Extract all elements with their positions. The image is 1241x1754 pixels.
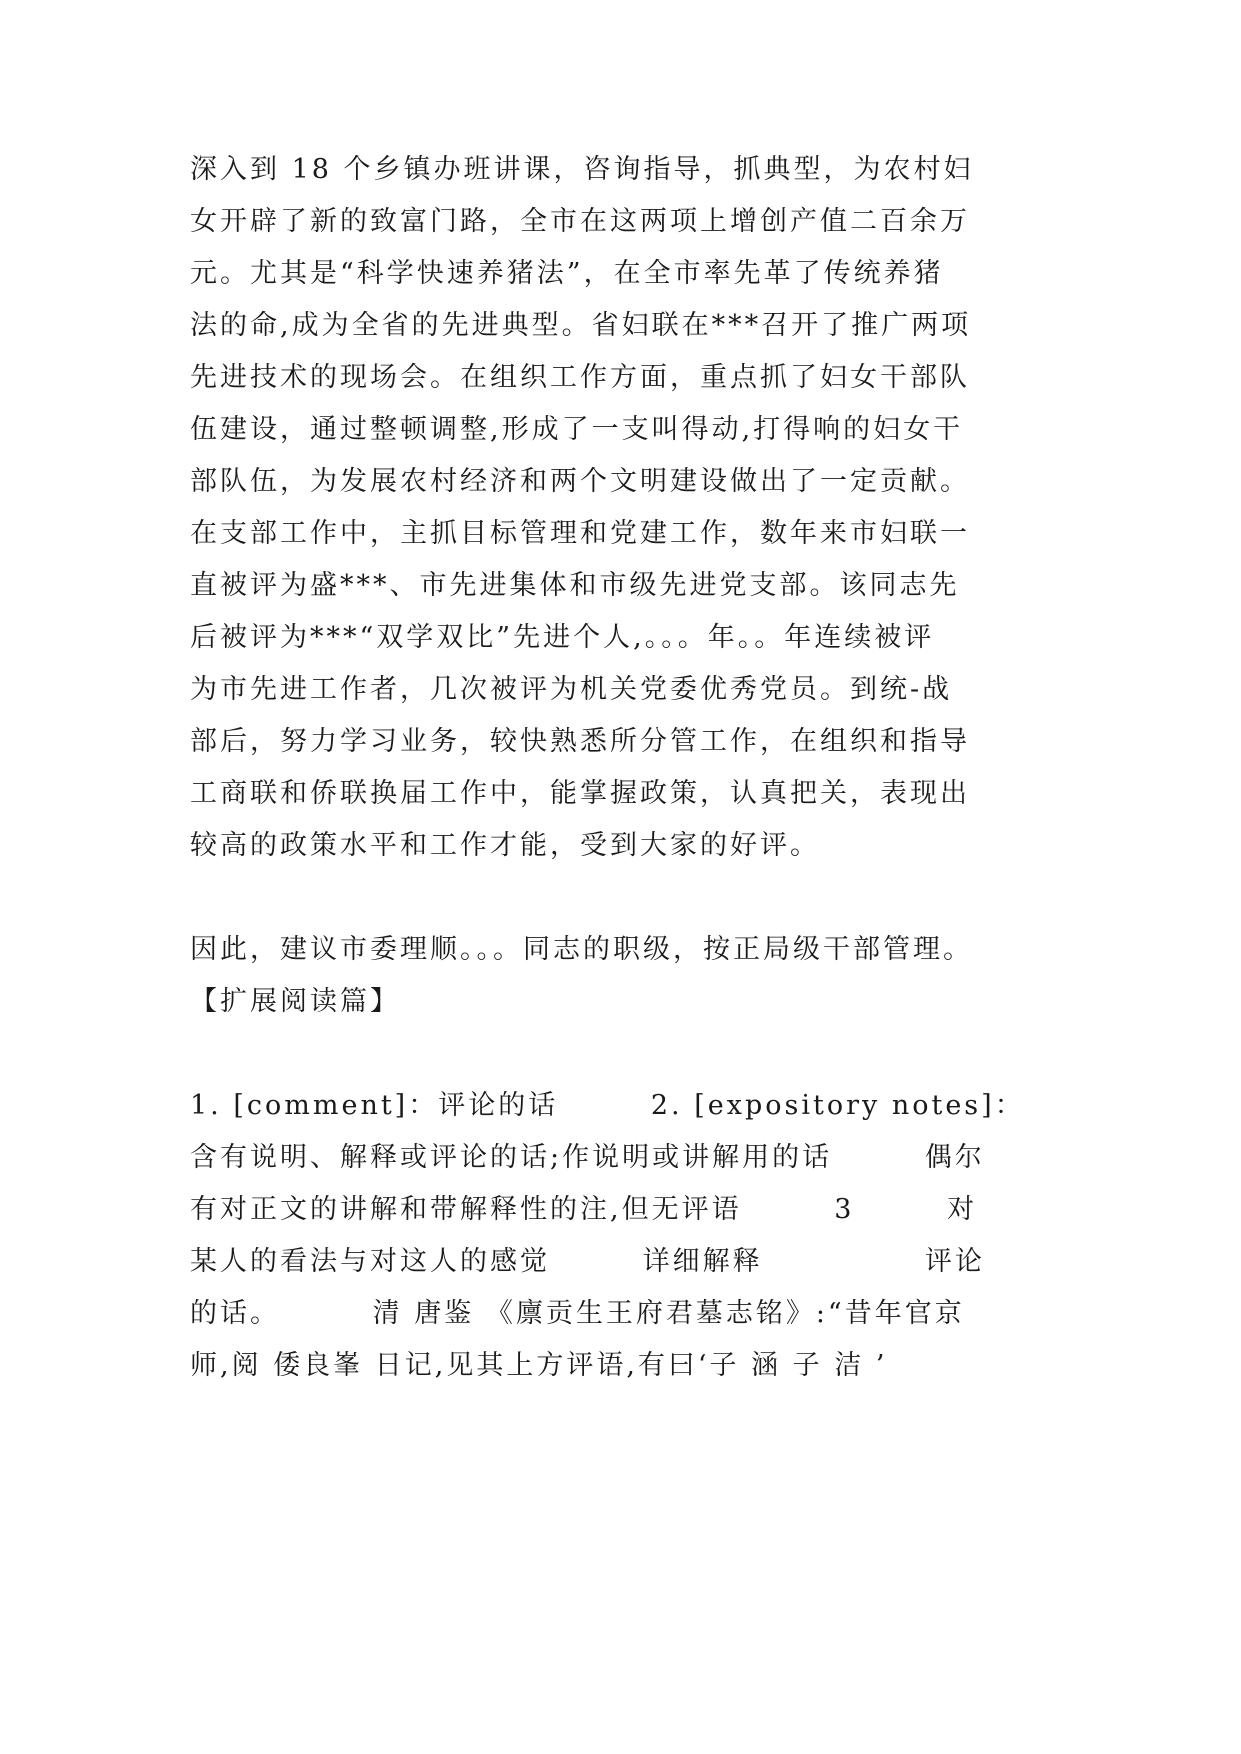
text-line: 元。尤其是“科学快速养猪法”，在全市率先革了传统养猪 [190, 258, 944, 289]
text-line: 的话。 清 唐鉴 《廪贡生王府君墓志铭》:“昔年官京 [190, 1298, 965, 1329]
text-line: 后被评为***“双学双比”先进个人,。。。年。。年连续被评 [190, 622, 935, 653]
text-line: 女开辟了新的致富门路，全市在这两项上增创产值二百余万 [190, 206, 970, 237]
text-line: 先进技术的现场会。在组织工作方面，重点抓了妇女干部队 [190, 362, 970, 393]
text-line: 1. [comment]：评论的话 2. [expository notes]： [190, 1090, 1025, 1121]
text-line: 有对正文的讲解和带解释性的注,但无评语 3 对 [190, 1194, 978, 1225]
text-line: 部后，努力学习业务，较快熟悉所分管工作，在组织和指导 [190, 726, 970, 757]
text-line: 较高的政策水平和工作才能，受到大家的好评。 [190, 830, 820, 861]
text-line: 伍建设，通过整顿调整,形成了一支叫得动,打得响的妇女干 [190, 414, 964, 445]
text-line: 某人的看法与对这人的感觉 详细解释 评论 [190, 1246, 985, 1277]
text-line: 法的命,成为全省的先进典型。省妇联在***召开了推广两项 [190, 310, 972, 341]
text-line: 在支部工作中，主抓目标管理和党建工作，数年来市妇联一 [190, 518, 970, 549]
text-line: 工商联和侨联换届工作中，能掌握政策，认真把关，表现出 [190, 778, 970, 809]
text-line: 含有说明、解释或评论的话;作说明或讲解用的话 偶尔 [190, 1142, 985, 1173]
text-line: 深入到 18 个乡镇办班讲课，咨询指导，抓典型，为农村妇 [190, 154, 974, 185]
section-heading: 【扩展阅读篇】 [190, 986, 400, 1017]
text-line: 因此，建议市委理顺。。。同志的职级，按正局级干部管理。 [190, 934, 973, 965]
text-line: 部队伍，为发展农村经济和两个文明建设做出了一定贡献。 [190, 466, 970, 497]
text-line: 师,阅 倭良峯 日记,见其上方评语,有曰‘子 涵 子 洁 ’ [190, 1350, 888, 1381]
text-line: 直被评为盛***、市先进集体和市级先进党支部。该同志先 [190, 570, 960, 601]
text-line: 为市先进工作者，几次被评为机关党委优秀党员。到统-战 [190, 674, 953, 705]
